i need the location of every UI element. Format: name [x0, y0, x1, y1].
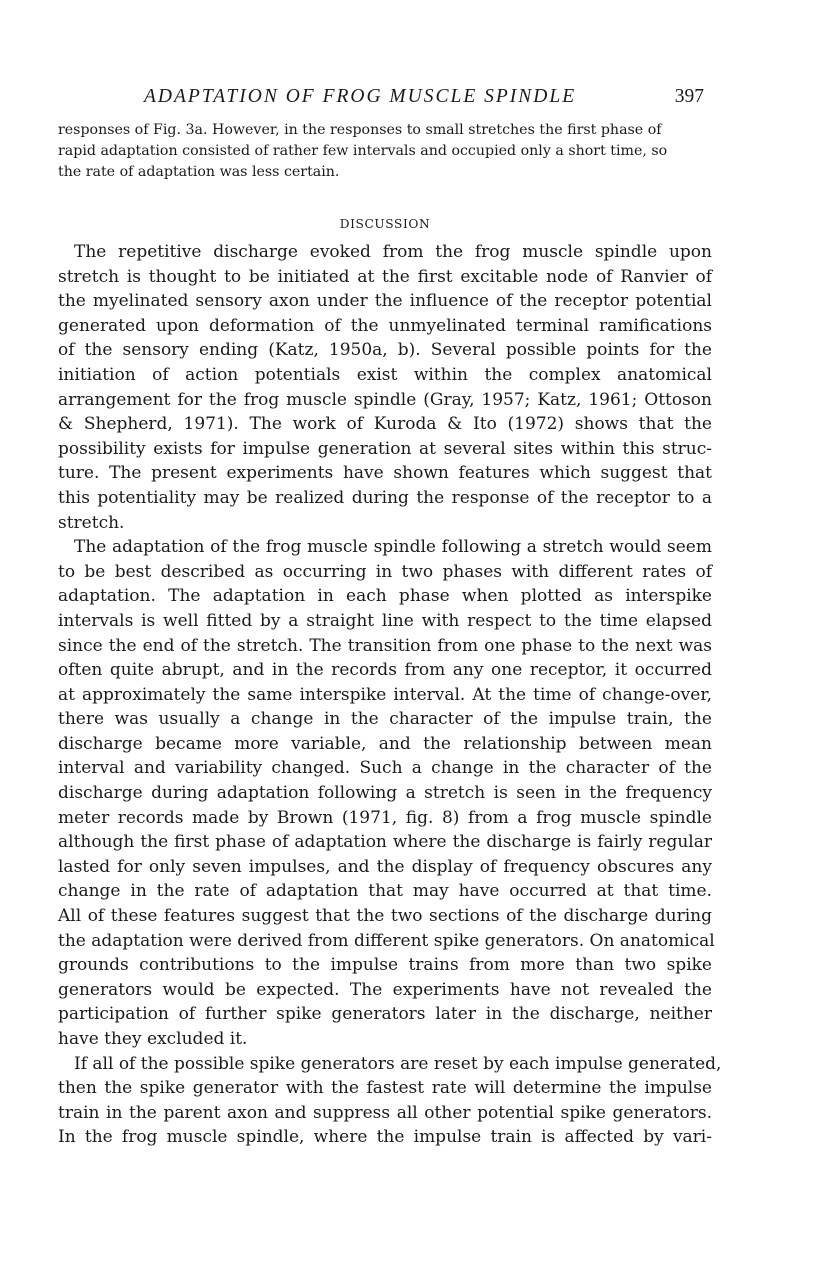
- text-line: although the first phase of adaptation where the discharge is fairly regular: [58, 832, 712, 853]
- page-number: 397: [674, 86, 704, 107]
- text-line: this potentiality may be realized during the response of the receptor to a: [58, 487, 712, 508]
- text-line: adaptation. The adaptation in each phase when plotted as interspike: [58, 586, 712, 607]
- text-line: grounds contributions to the impulse trains from more than two spike: [58, 955, 712, 976]
- text-line: stretch is thought to be initiated at the first excitable node of Ranvier of: [58, 266, 712, 287]
- running-title: ADAPTATION OF FROG MUSCLE SPINDLE: [144, 86, 577, 107]
- text-line: participation of further spike generators later in the discharge, neither: [58, 1004, 712, 1025]
- text-line: train in the parent axon and suppress all other potential spike generators.: [58, 1102, 712, 1123]
- text-line: stretch.: [58, 512, 125, 533]
- text-line: & Shepherd, 1971). The work of Kuroda & Ito (1972) shows that the: [58, 414, 712, 435]
- text-line: discharge became more variable, and the relationship between mean: [58, 733, 712, 754]
- text-line: there was usually a change in the character of the impulse train, the: [58, 709, 712, 730]
- text-line: rapid adaptation consisted of rather few intervals and occupied only a short time, so: [58, 143, 668, 159]
- discussion-paragraph-3: [58, 1052, 722, 1150]
- text-line: the myelinated sensory axon under the influence of the receptor potential: [58, 291, 712, 312]
- text-line: The adaptation of the frog muscle spindle following a stretch would seem: [74, 537, 712, 558]
- text-line: The repetitive discharge evoked from the frog muscle spindle upon: [74, 242, 712, 262]
- text-line: In the frog muscle spindle, where the impulse train is affected by vari-: [58, 1127, 712, 1148]
- text-line: generated upon deformation of the unmyelinated terminal ramifications: [58, 315, 712, 336]
- text-line: intervals is well fitted by a straight line with respect to the time elapsed: [58, 610, 712, 631]
- text-line: arrangement for the frog muscle spindle (Gray, 1957; Katz, 1961; Ottoson: [58, 389, 712, 410]
- running-head: [58, 86, 712, 120]
- text-line: then the spike generator with the fastest rate will determine the impulse: [58, 1078, 712, 1099]
- text-line: responses of Fig. 3a. However, in the responses to small stretches the first phase of: [58, 122, 662, 138]
- text-line: All of these features suggest that the two sections of the discharge during: [58, 906, 712, 927]
- text-line: the adaptation were derived from different spike generators. On anatomical: [58, 930, 715, 951]
- text-line: the rate of adaptation was less certain.: [58, 164, 340, 180]
- text-line: at approximately the same interspike interval. At the time of change-over,: [58, 684, 712, 705]
- text-line: interval and variability changed. Such a change in the character of the: [58, 758, 712, 779]
- text-line: often quite abrupt, and in the records from any one receptor, it occurred: [58, 660, 712, 681]
- text-line: of the sensory ending (Katz, 1950a, b). Several possible points for the: [58, 340, 712, 361]
- section-heading: DISCUSSION: [339, 217, 431, 231]
- text-line: ture. The present experiments have shown features which suggest that: [58, 463, 712, 484]
- text-line: possibility exists for impulse generation at several sites within this struc-: [58, 438, 712, 459]
- text-line: If all of the possible spike generators are reset by each impulse generated,: [74, 1053, 722, 1074]
- text-line: to be best described as occurring in two phases with different rates of: [58, 561, 712, 582]
- text-line: meter records made by Brown (1971, fig. 8) from a frog muscle spindle: [58, 807, 712, 828]
- discussion-paragraph-1: [58, 240, 712, 535]
- text-line: lasted for only seven impulses, and the display of frequency obscures any: [58, 856, 712, 877]
- text-line: change in the rate of adaptation that may have occurred at that time.: [58, 881, 712, 902]
- text-line: have they excluded it.: [58, 1029, 248, 1049]
- text-line: since the end of the stretch. The transition from one phase to the next was: [58, 635, 712, 656]
- text-line: initiation of action potentials exist within the complex anatomical: [58, 364, 712, 385]
- text-line: generators would be expected. The experiments have not revealed the: [58, 979, 712, 1000]
- journal-page: [58, 86, 722, 1150]
- intro-paragraph: [58, 120, 712, 183]
- discussion-paragraph-2: [58, 535, 715, 1051]
- text-line: discharge during adaptation following a stretch is seen in the frequency: [58, 783, 712, 804]
